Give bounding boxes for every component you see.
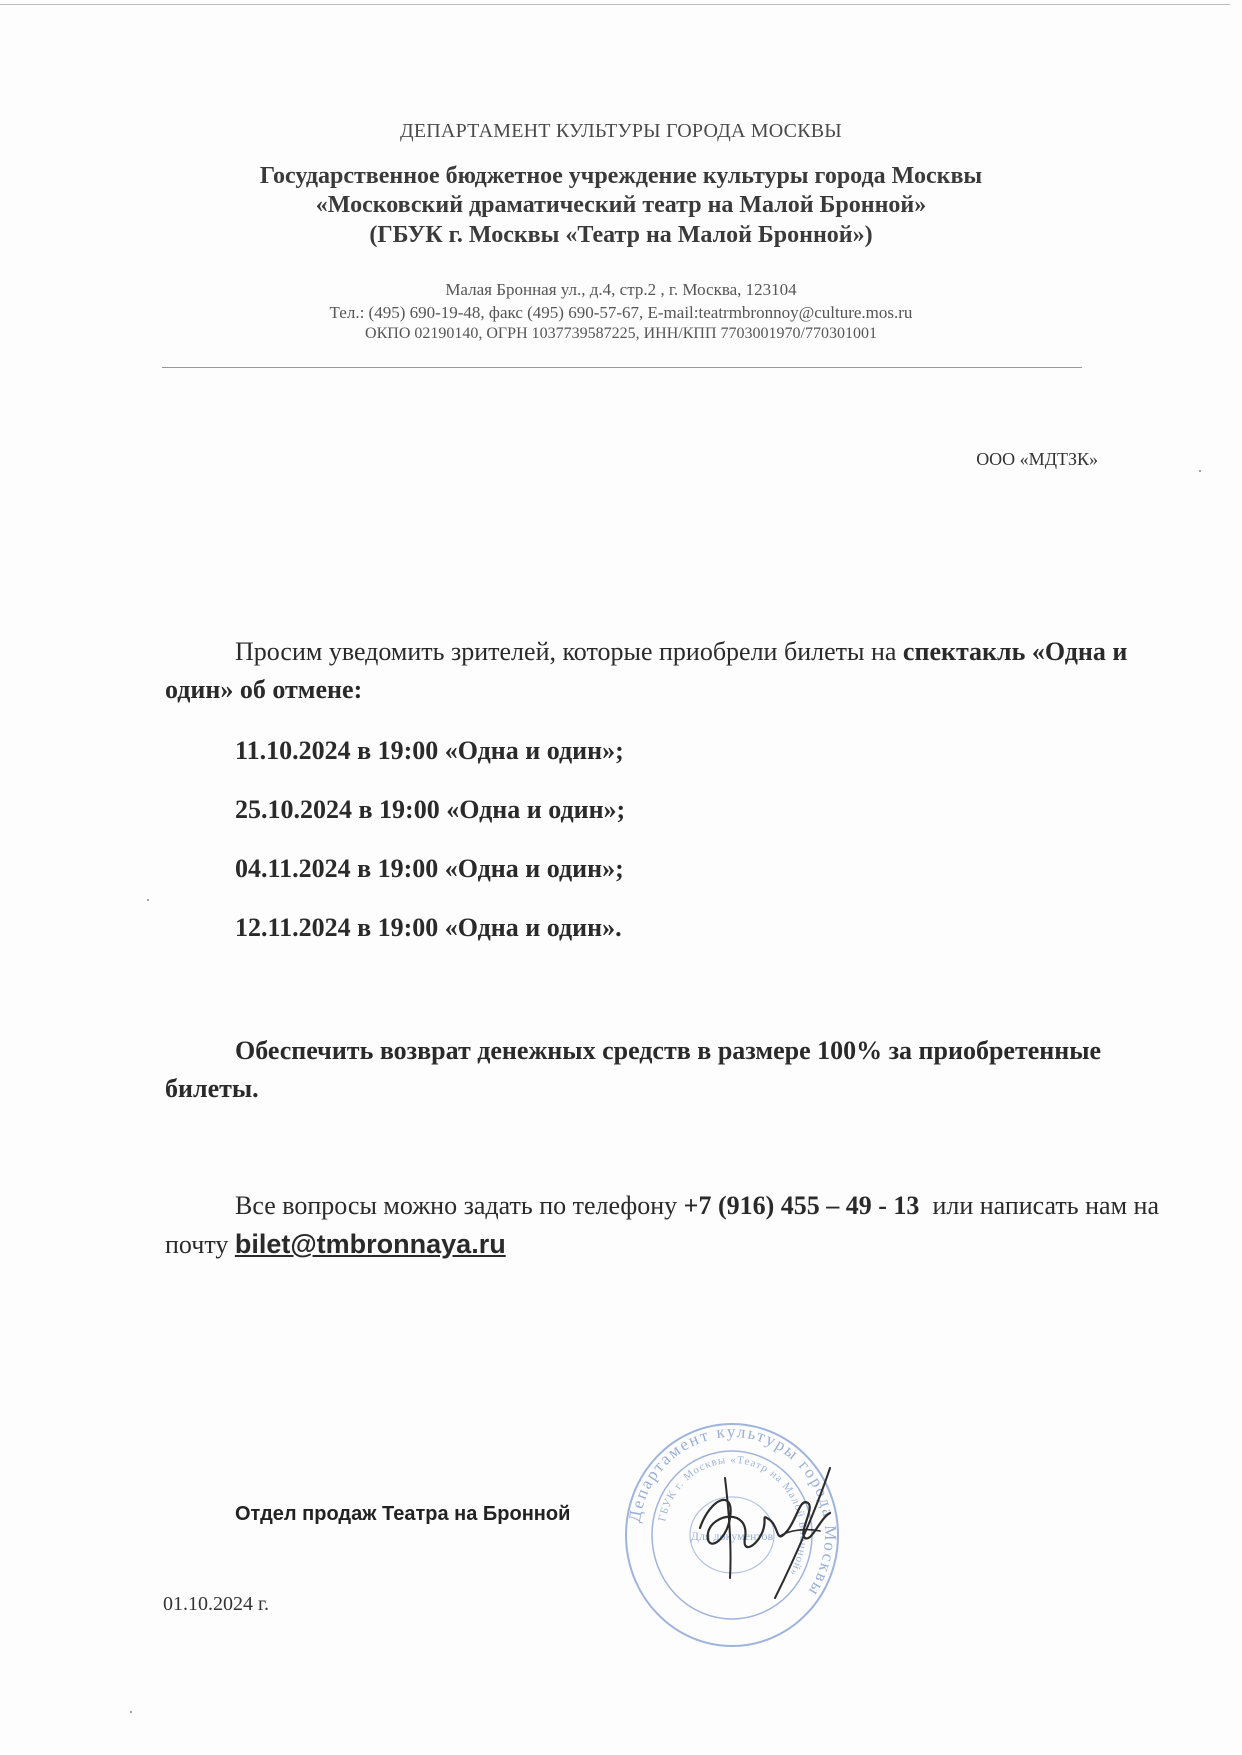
contact-text-2: или написать нам на почту (165, 1191, 1166, 1259)
intro-text: Просим уведомить зрителей, которые приобрели билеты на (235, 637, 903, 666)
scan-speck (147, 899, 149, 901)
stamp-outer-text: Департамент культуры города Москвы (624, 1421, 841, 1601)
cancelled-date-3: 04.11.2024 в 19:00 «Одна и один»; (235, 854, 624, 883)
organization-name-line1: Государственное бюджетное учреждение культуры города Москвы (259, 163, 983, 189)
recipient: ООО «МДТЗК» (976, 449, 1098, 469)
refund-paragraph: Обеспечить возврат денежных средств в размере 100% за приобретенные билеты. (165, 1036, 1102, 1103)
header-divider (162, 367, 1082, 368)
organization-name-line2: «Московский драматический театр на Малой Бронной» (315, 192, 927, 218)
contact-paragraph (165, 1187, 1165, 1264)
organization-address: Малая Бронная ул., д.4, стр.2 , г. Москва, 123104 (445, 280, 797, 299)
scan-speck (1199, 470, 1201, 472)
organization-name-line3: (ГБУК г. Москвы «Театр на Малой Бронной») (369, 222, 873, 248)
contact-email-link[interactable]: bilet@tmbronnaya.ru (234, 1229, 506, 1259)
contact-text-1: Все вопросы можно задать по телефону (235, 1191, 684, 1220)
organization-contacts: Тел.: (495) 690-19-48, факс (495) 690-57-67, E-mail:teatrmbronnoy@culture.mos.ru (329, 303, 913, 322)
cancelled-date-1: 11.10.2024 в 19:00 «Одна и один»; (235, 736, 624, 765)
cancelled-date-2: 25.10.2024 в 19:00 «Одна и один»; (235, 795, 626, 824)
document-date: 01.10.2024 г. (163, 1593, 269, 1615)
contact-phone: +7 (916) 455 – 49 - 13 (683, 1191, 920, 1220)
organization-codes: ОКПО 02190140, ОГРН 1037739587225, ИНН/КПП 7703001970/770301001 (365, 325, 877, 342)
department-heading: ДЕПАРТАМЕНТ КУЛЬТУРЫ ГОРОДА МОСКВЫ (400, 120, 842, 142)
sales-department-signatory: Отдел продаж Театра на Бронной (235, 1503, 571, 1525)
handwritten-signature (680, 1458, 860, 1608)
intro-paragraph (165, 633, 1145, 709)
stamp-center-text: Для документов (690, 1529, 774, 1543)
cancelled-date-4: 12.11.2024 в 19:00 «Одна и один». (235, 913, 622, 942)
intro-bold-text: спектакль «Одна и один» об отмене: (165, 637, 1128, 704)
stamp-inner-text: ГБУК г. Москвы «Театр на Малой Бронной» (656, 1453, 810, 1579)
top-scan-edge (0, 4, 1230, 5)
scan-speck (130, 1711, 132, 1713)
